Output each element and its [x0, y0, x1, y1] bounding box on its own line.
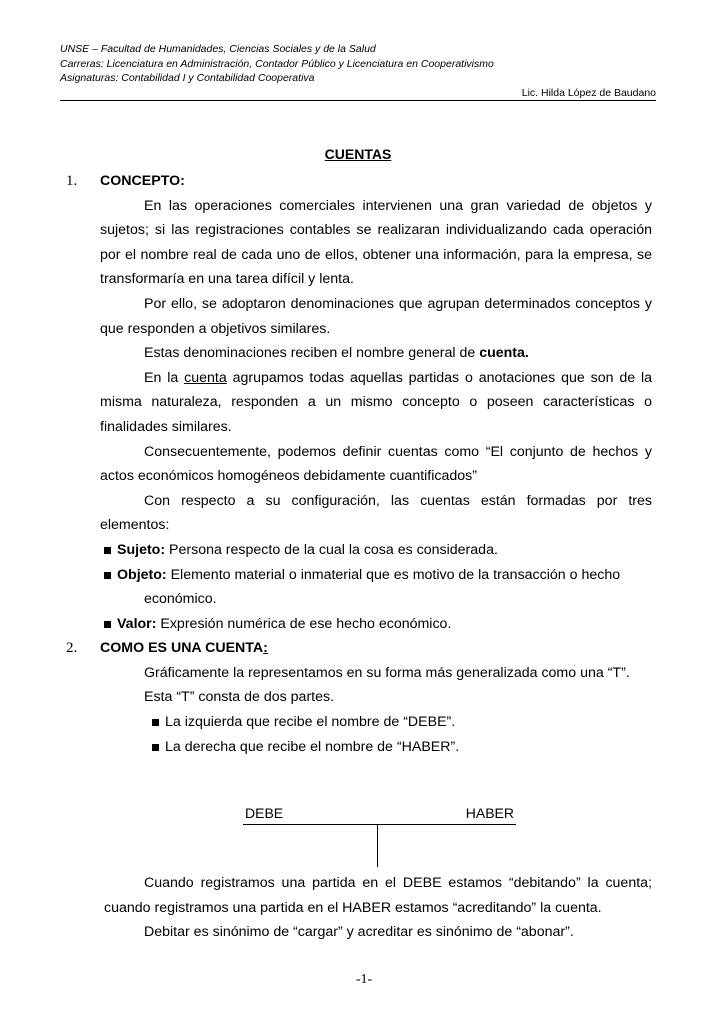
document-body	[66, 169, 652, 759]
header-careers: Carreras: Licenciatura en Administración, Contador Público y Licenciatura en Cooperativismo	[60, 57, 494, 70]
paragraph: Cuando registramos una partida en el DEBE estamos “debitando” la cuenta; cuando registramos una partida en el HABER estamos “acreditando” la cuenta.	[104, 875, 652, 916]
page-number: -1-	[355, 972, 373, 987]
paragraph: Esta “T” consta de dos partes.	[144, 689, 335, 706]
item-label: Valor:	[117, 615, 157, 632]
list-item	[148, 735, 652, 760]
t-account-header	[243, 805, 516, 825]
closing-text	[66, 871, 652, 945]
section-title-colon: :	[263, 640, 268, 657]
header-subjects: Asignaturas: Contabilidad I y Contabilidad Cooperativa	[60, 72, 315, 84]
bold-term: cuenta.	[479, 345, 529, 362]
section-heading-concepto	[66, 169, 652, 194]
page-header	[60, 42, 656, 100]
section-heading-como-es-una-cuenta	[66, 636, 652, 661]
section-title-text: COMO ES UNA CUENTA	[100, 640, 264, 657]
paragraph	[100, 341, 652, 366]
item-text: La derecha que recibe el nombre de “HABER”.	[165, 738, 460, 755]
t-account-stem	[377, 825, 378, 867]
header-divider	[60, 100, 656, 101]
header-institution: UNSE – Facultad de Humanidades, Ciencias Sociales y de la Salud	[60, 43, 376, 55]
underlined-term: cuenta	[184, 369, 227, 386]
paragraph-text: Estas denominaciones reciben el nombre general de	[144, 345, 480, 362]
debe-label: DEBE	[245, 805, 284, 821]
t-account-diagram	[243, 805, 516, 867]
square-bullet-icon	[104, 621, 111, 628]
section-number: 1.	[66, 173, 78, 189]
list-item	[148, 710, 652, 735]
haber-label: HABER	[465, 805, 514, 821]
paragraph: Consecuentemente, podemos definir cuentas como “El conjunto de hechos y actos económicos homogéneos debidamente cuantificados”	[100, 443, 652, 485]
section-title: CONCEPTO:	[100, 173, 185, 189]
paragraph-text: agrupamos todas aquellas partidas o anotaciones que son de la misma naturaleza, responden a un mismo concepto o poseen características o finalidades similares.	[100, 369, 653, 435]
square-bullet-icon	[152, 719, 159, 726]
section-number: 2.	[66, 640, 78, 657]
paragraph: Debitar es sinónimo de “cargar” y acreditar es sinónimo de “abonar”.	[144, 924, 574, 941]
paragraph: Por ello, se adoptaron denominaciones que agrupan determinados conceptos y que responden a objetivos similares.	[100, 295, 652, 337]
paragraph	[100, 366, 652, 440]
list-item	[100, 563, 652, 588]
square-bullet-icon	[104, 547, 111, 554]
paragraph: Gráficamente la representamos en su forma más generalizada como una “T”.	[144, 664, 630, 681]
header-author: Lic. Hilda López de Baudano	[521, 86, 656, 99]
square-bullet-icon	[104, 572, 111, 579]
paragraph: Con respecto a su configuración, las cuentas están formadas por tres elementos:	[100, 492, 652, 534]
square-bullet-icon	[152, 744, 159, 751]
list-item	[100, 612, 652, 637]
paragraph: En las operaciones comerciales intervienen una gran variedad de objetos y sujetos; si las registraciones contables se realizaran individualizando cada operación por el nombre real de cada uno de ellos, obtener una información, para la empresa, se transformaría en una tarea difícil y lenta.	[100, 197, 652, 288]
list-item	[100, 538, 652, 563]
item-label: Objeto:	[117, 566, 167, 583]
item-text: Elemento material o inmaterial que es motivo de la transacción o hecho	[166, 566, 621, 583]
document-title: CUENTAS	[324, 146, 392, 162]
item-text: Persona respecto de la cual la cosa es considerada.	[165, 541, 498, 558]
section-title	[100, 636, 268, 661]
item-text: La izquierda que recibe el nombre de “DEBE”.	[165, 714, 456, 731]
item-label: Sujeto:	[117, 541, 166, 558]
paragraph-text: En la	[144, 369, 185, 386]
list-item-continuation: económico.	[144, 591, 217, 608]
item-text: Expresión numérica de ese hecho económico.	[156, 615, 452, 632]
